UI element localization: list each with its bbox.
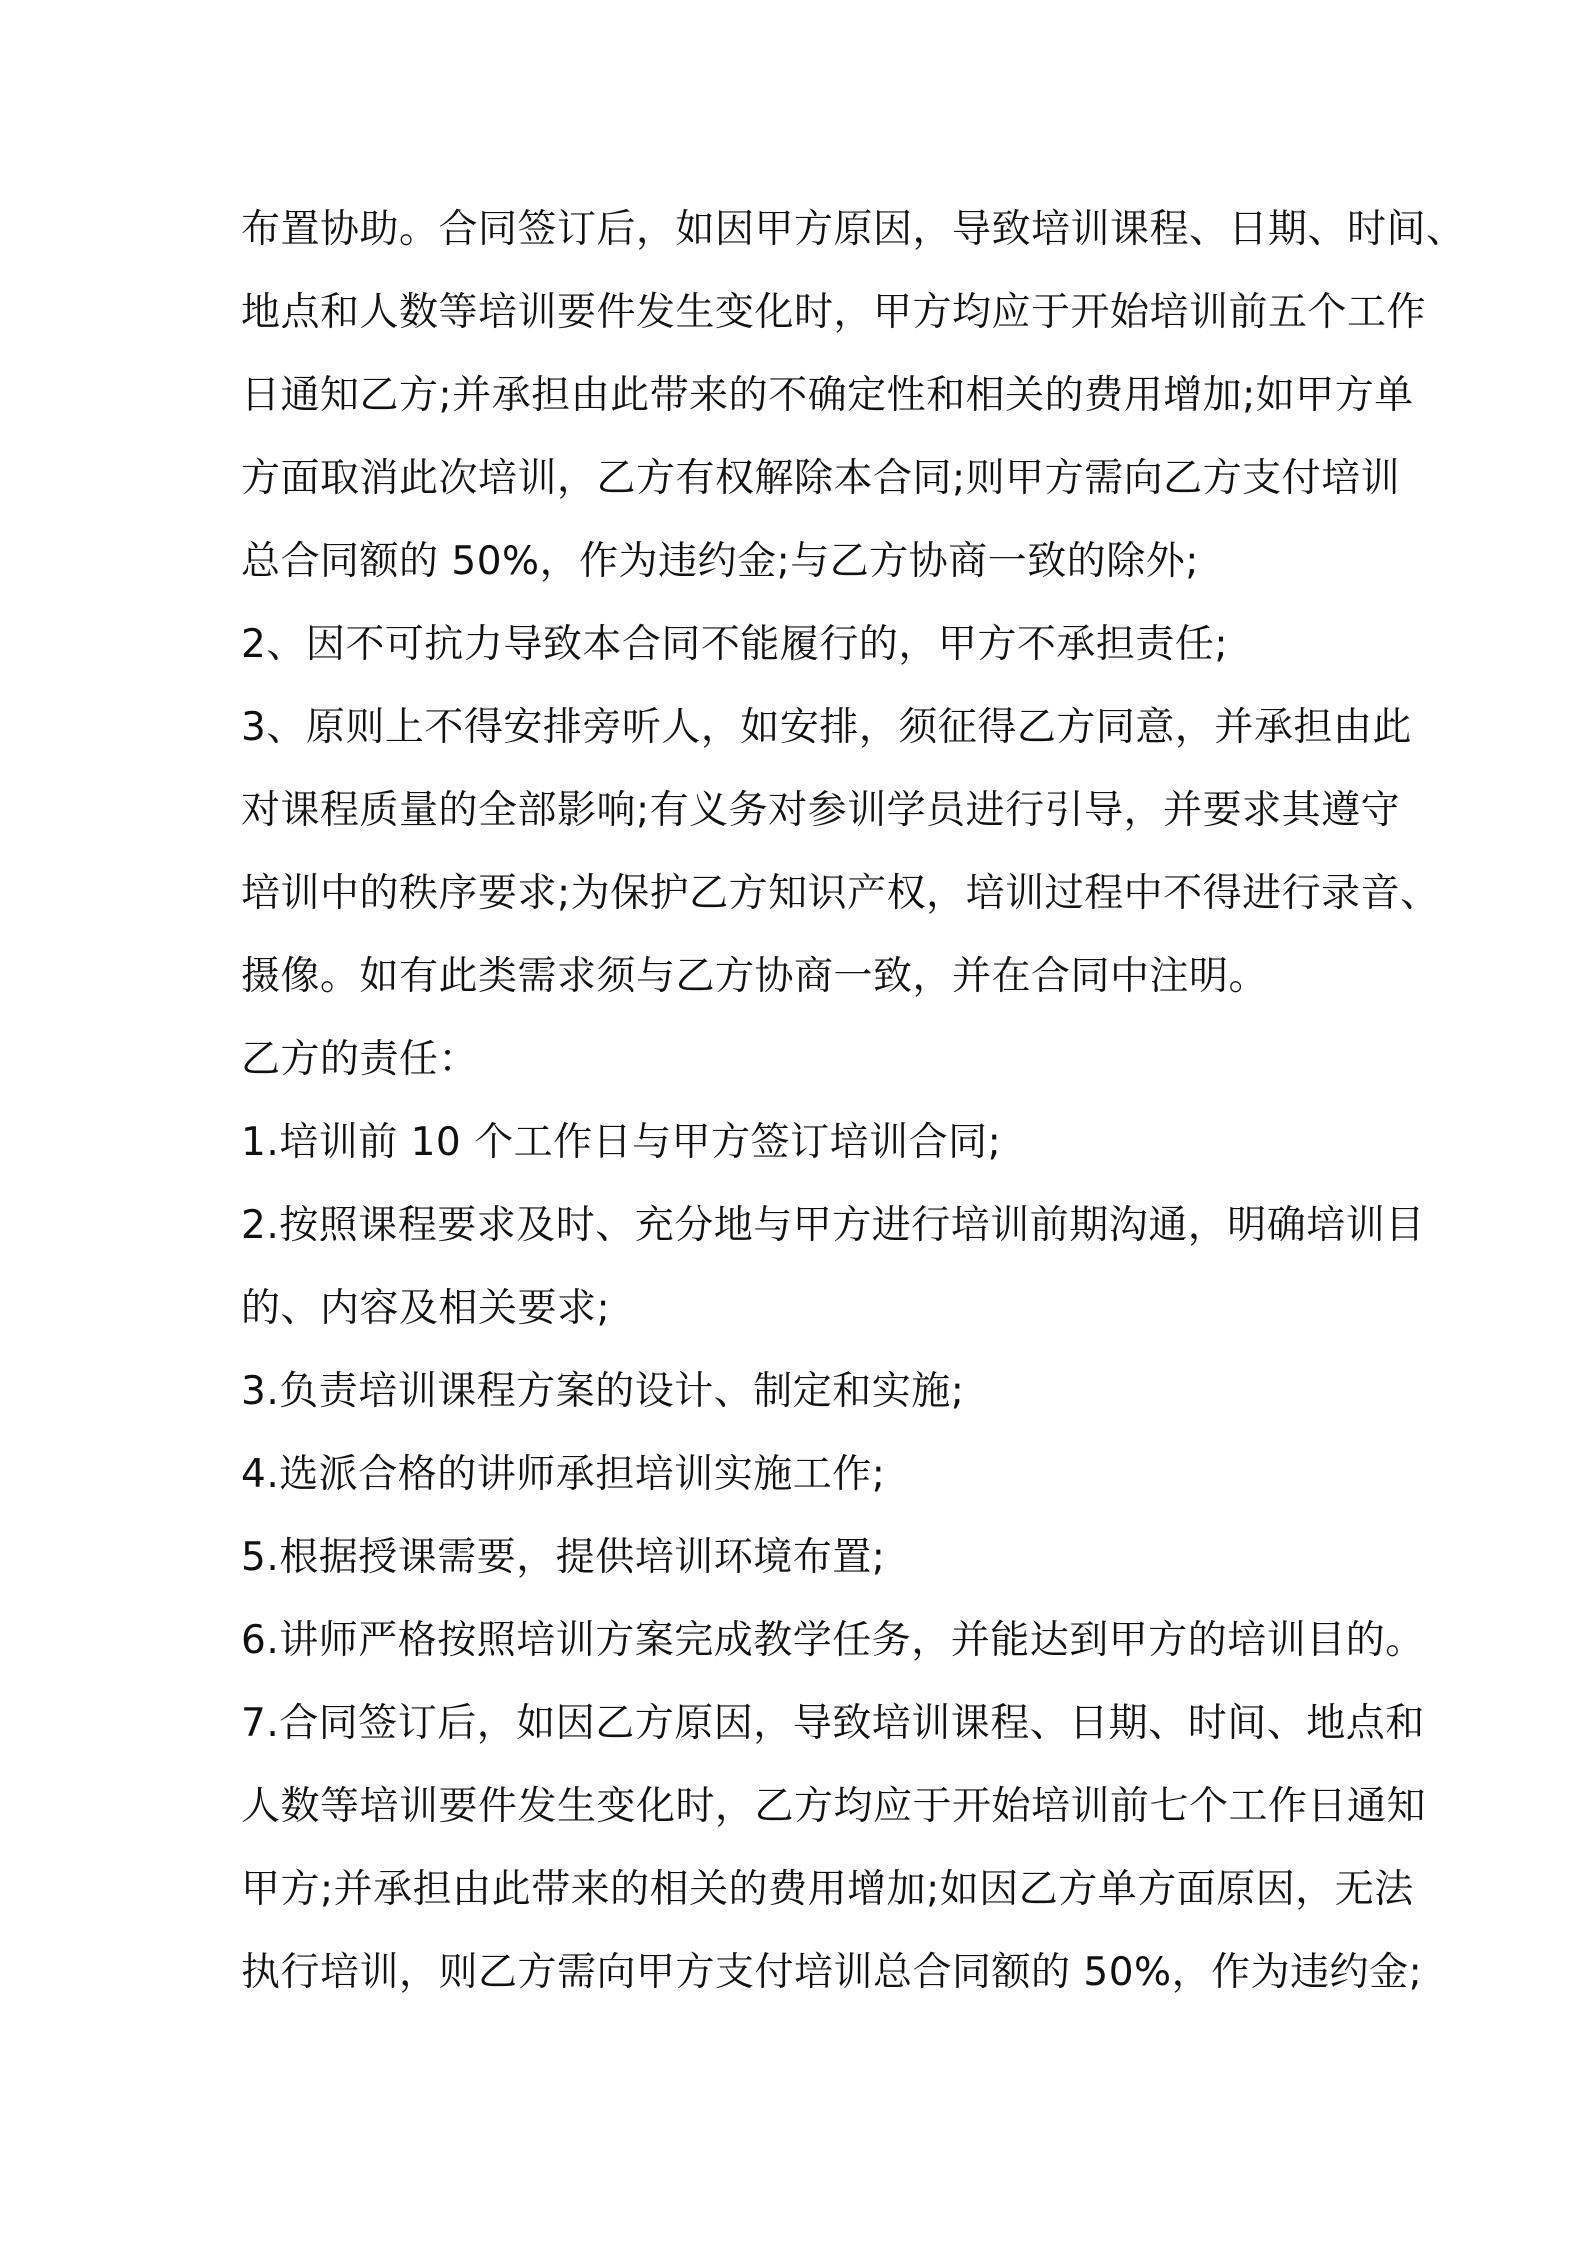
document-body — [241, 188, 1466, 2014]
text-line: 日通知乙方;并承担由此带来的不确定性和相关的费用增加;如甲方单 — [241, 373, 1414, 418]
text-line: 甲方;并承担由此带来的相关的费用增加;如因乙方单方面原因，无法 — [241, 1867, 1414, 1912]
section-heading: 乙方的责任： — [241, 1037, 479, 1082]
list-item-7: 7.合同签订后，如因乙方原因，导致培训课程、日期、时间、地点和 — [241, 1701, 1425, 1746]
text-line: 培训中的秩序要求;为保护乙方知识产权，培训过程中不得进行录音、 — [241, 871, 1440, 916]
list-item-4: 4.选派合格的讲师承担培训实施工作; — [241, 1452, 886, 1497]
text-line: 地点和人数等培训要件发生变化时，甲方均应于开始培训前五个工作 — [241, 290, 1427, 335]
text-line: 布置协助。合同签订后，如因甲方原因，导致培训课程、日期、时间、 — [241, 207, 1466, 252]
list-item-5: 5.根据授课需要，提供培训环境布置; — [241, 1535, 886, 1580]
clause-3: 3、原则上不得安排旁听人，如安排，须征得乙方同意，并承担由此 — [241, 705, 1412, 750]
text-line: 总合同额的 50%，作为违约金;与乙方协商一致的除外; — [241, 539, 1199, 584]
text-line: 人数等培训要件发生变化时，乙方均应于开始培训前七个工作日通知 — [241, 1784, 1427, 1829]
list-item-3: 3.负责培训课程方案的设计、制定和实施; — [241, 1369, 965, 1414]
text-line: 方面取消此次培训，乙方有权解除本合同;则甲方需向乙方支付培训 — [241, 456, 1401, 501]
list-item-1: 1.培训前 10 个工作日与甲方签订培训合同; — [241, 1120, 1002, 1165]
list-item-2: 2.按照课程要求及时、充分地与甲方进行培训前期沟通，明确培训目 — [241, 1203, 1425, 1248]
text-line: 的、内容及相关要求; — [241, 1286, 611, 1331]
text-line: 对课程质量的全部影响;有义务对参训学员进行引导，并要求其遵守 — [241, 788, 1401, 833]
text-line: 执行培训，则乙方需向甲方支付培训总合同额的 50%，作为违约金; — [241, 1950, 1423, 1995]
list-item-6: 6.讲师严格按照培训方案完成教学任务，并能达到甲方的培训目的。 — [241, 1618, 1425, 1663]
clause-2: 2、因不可抗力导致本合同不能履行的，甲方不承担责任; — [241, 622, 1228, 667]
text-line: 摄像。如有此类需求须与乙方协商一致，并在合同中注明。 — [241, 954, 1269, 999]
